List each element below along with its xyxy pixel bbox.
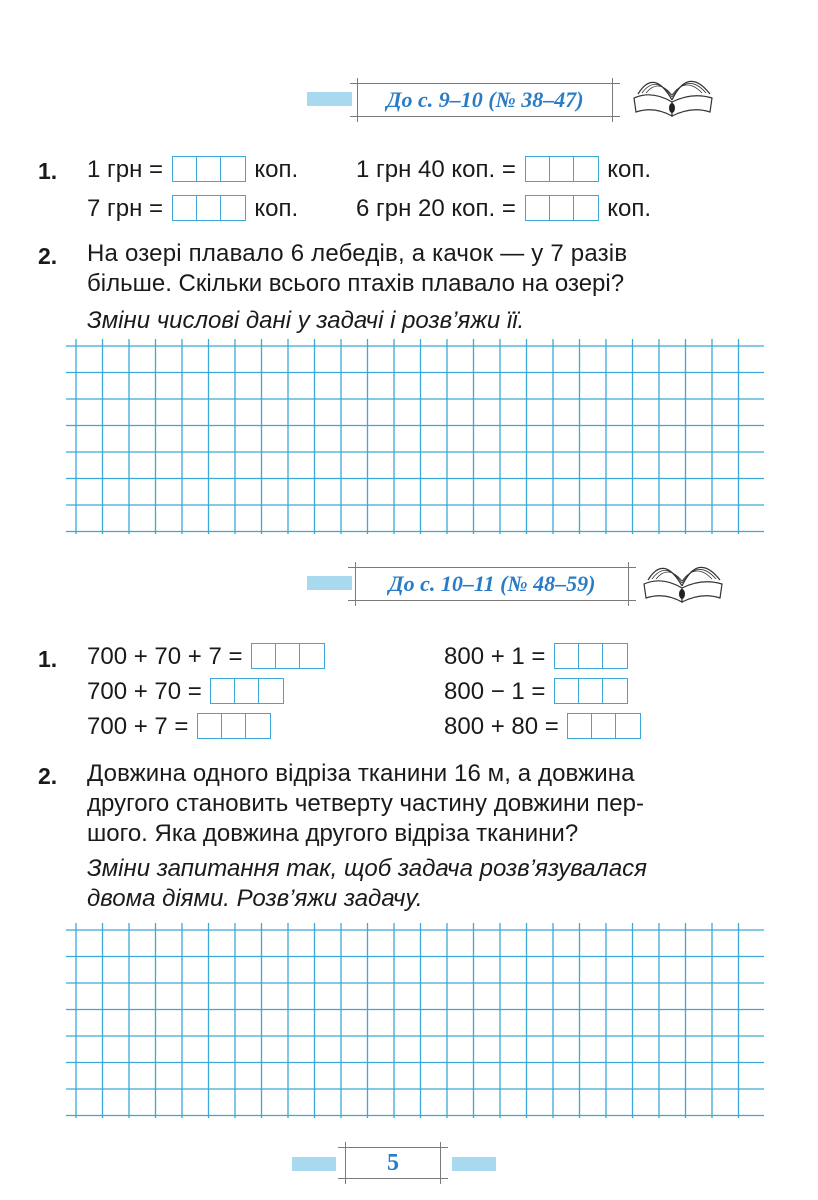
- answer-boxes[interactable]: [210, 678, 284, 704]
- expression: 700 + 70 + 7 =: [87, 643, 243, 670]
- unit: коп.: [607, 156, 651, 183]
- unit: коп.: [607, 195, 651, 222]
- header-bar-2: [307, 576, 352, 590]
- expr-right: 1 грн 40 коп. =: [356, 156, 516, 183]
- footer-bar-left: [292, 1157, 336, 1171]
- answer-boxes[interactable]: [172, 156, 246, 182]
- problem-text-line: На озері плавало 6 лебедів, а качок — у 7 разів: [87, 240, 628, 267]
- sum-row: [87, 676, 286, 708]
- task-number: 1.: [38, 158, 58, 184]
- section-header-2: [355, 562, 629, 606]
- answer-boxes[interactable]: [567, 713, 641, 739]
- expression: 700 + 7 =: [87, 713, 189, 740]
- sum-row: [444, 676, 630, 708]
- header-bar-1: [307, 92, 352, 106]
- sum-row: [444, 641, 630, 673]
- page-number: 5: [387, 1149, 399, 1176]
- sum-row: [87, 641, 327, 673]
- expr-right: 6 грн 20 коп. =: [356, 195, 516, 222]
- problem-text-line: другого становить четверту частину довжини пер-: [87, 790, 644, 817]
- answer-boxes[interactable]: [554, 643, 628, 669]
- problem-text-line: Довжина одного відріза тканини 16 м, а довжина: [87, 760, 635, 787]
- expression: 800 + 1 =: [444, 643, 546, 670]
- conversion-row-2-right: [356, 193, 651, 225]
- page-number-box: [345, 1142, 441, 1184]
- answer-boxes[interactable]: [525, 156, 599, 182]
- sum-row: [87, 711, 273, 743]
- expression: 700 + 70 =: [87, 678, 202, 705]
- answer-boxes[interactable]: [172, 195, 246, 221]
- unit: коп.: [254, 195, 299, 222]
- answer-grid-1[interactable]: [62, 338, 764, 534]
- expr-left: 1 грн =: [87, 156, 164, 183]
- sum-row: [444, 711, 643, 743]
- expression: 800 + 80 =: [444, 713, 559, 740]
- open-book-icon: [630, 64, 716, 122]
- section-header-1: [357, 78, 613, 122]
- instruction-text: двома діями. Розв’яжи задачу.: [87, 885, 423, 912]
- instruction-text: Зміни числові дані у задачі і розв’яжи її.: [87, 307, 525, 334]
- section-header-2-text: До с. 10–11 (№ 48–59): [388, 571, 596, 596]
- open-book-icon: [640, 550, 726, 608]
- footer-bar-right: [452, 1157, 496, 1171]
- task-number: 2.: [38, 763, 58, 789]
- task-number: 1.: [38, 646, 58, 672]
- problem-text-line: шого. Яка довжина другого відріза тканини?: [87, 820, 579, 847]
- expr-left: 7 грн =: [87, 195, 164, 222]
- conversion-row-1-right: [356, 154, 651, 186]
- answer-grid-2[interactable]: [62, 922, 764, 1118]
- answer-boxes[interactable]: [525, 195, 599, 221]
- conversion-row-1: [87, 154, 298, 186]
- conversion-row-2: [87, 193, 298, 225]
- answer-boxes[interactable]: [197, 713, 271, 739]
- expression: 800 − 1 =: [444, 678, 546, 705]
- answer-boxes[interactable]: [554, 678, 628, 704]
- unit: коп.: [254, 156, 299, 183]
- instruction-text: Зміни запитання так, щоб задача розв’язувалася: [87, 855, 647, 882]
- section-header-1-text: До с. 9–10 (№ 38–47): [386, 87, 584, 112]
- task-number: 2.: [38, 243, 58, 269]
- problem-text-line: більше. Скільки всього птахів плавало на озері?: [87, 270, 625, 297]
- answer-boxes[interactable]: [251, 643, 325, 669]
